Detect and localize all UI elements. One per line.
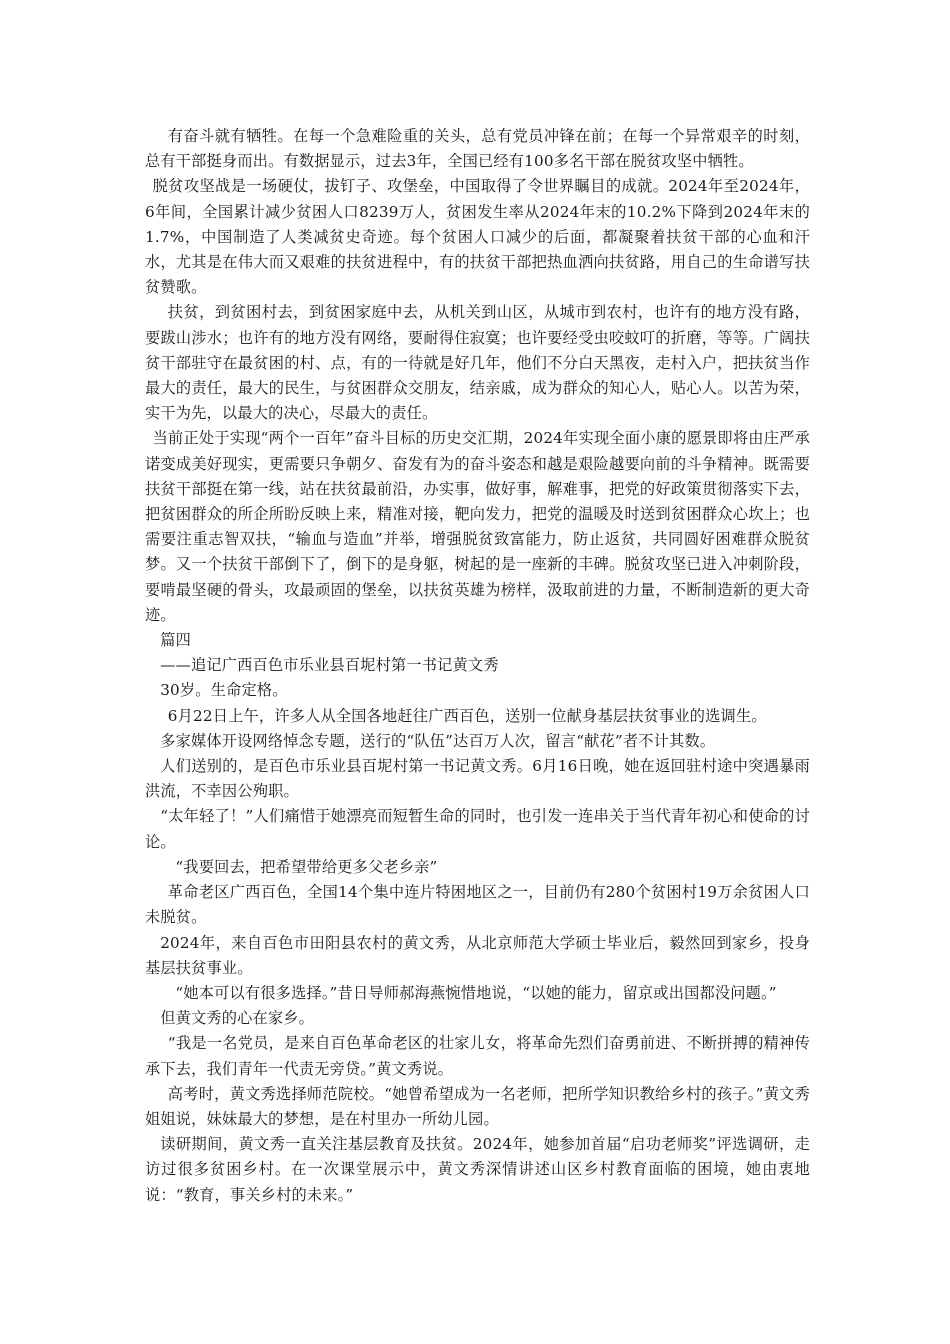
paragraph-media: 多家媒体开设网络悼念专题，送行的“队伍”达百万人次，留言“献花”者不计其数。 xyxy=(160,731,716,750)
paragraph-party-member: “我是一名党员，是来自百色革命老区的壮家儿女，将革命先烈们奋勇前进、不断拼搏的精神传承下去，我们青年一代责无旁贷。”黄文秀说。 xyxy=(145,1034,810,1078)
paragraph-age: 30岁。生命定格。 xyxy=(160,681,288,700)
subheading-return-home: “我要回去，把希望带给更多父老乡亲” xyxy=(175,857,438,876)
paragraph-too-young: “太年轻了！”人们痛惜于她漂亮而短暂生命的同时，也引发一连串关于当代青年初心和使命的讨论。 xyxy=(145,807,810,851)
paragraph-poverty-battle: 脱贫攻坚战是一场硬仗，拔钉子、攻堡垒，中国取得了令世界瞩目的成就。2024年至2024年，6年间，全国累计减少贫困人口8239万人，贫困发生率从2024年末的10.2%下降到2024年末的1.7%，中国制造了人类减贫史奇迹。每个贫困人口减少的后面，都凝聚着扶贫干部的心血和汗水，尤其是在伟大而又艰难的扶贫进程中，有的扶贫干部把热血洒向扶贫路，用自己的生命谱写扶贫赞歌。 xyxy=(145,177,810,297)
document-page xyxy=(145,124,810,1208)
paragraph-mentor-quote: “她本可以有很多选择。”昔日导师郝海燕惋惜地说，“以她的能力，留京或出国都没问题。” xyxy=(175,983,777,1002)
paragraph-huang-wenxiu: 人们送别的，是百色市乐业县百坭村第一书记黄文秀。6月16日晚，她在返回驻村途中突遇暴雨洪流，不幸因公殉职。 xyxy=(145,757,810,801)
section-heading: 篇四 xyxy=(160,631,191,650)
paragraph-sacrifice: 有奋斗就有牺牲。在每一个急难险重的关头，总有党员冲锋在前；在每一个异常艰辛的时刻，总有干部挺身而出。有数据显示，过去3年，全国已经有100多名干部在脱贫攻坚中牺牲。 xyxy=(145,127,810,171)
paragraph-graduation: 2024年，来自百色市田阳县农村的黄文秀，从北京师范大学硕士毕业后，毅然回到家乡，投身基层扶贫事业。 xyxy=(145,933,810,977)
paragraph-poverty-relief: 扶贫，到贫困村去，到贫困家庭中去，从机关到山区，从城市到农村，也许有的地方没有路，要跋山涉水；也许有的地方没有网络，要耐得住寂寞；也许要经受虫咬蚊叮的折磨，等等。广阔扶贫干部驻守在最贫困的村、点，有的一待就是好几年，他们不分白天黑夜，走村入户，把扶贫当作最大的责任，最大的民生，与贫困群众交朋友，结亲戚，成为群众的知心人，贴心人。以苦为荣，实干为先，以最大的决心，尽最大的责任。 xyxy=(145,303,810,423)
section-subtitle: ——追记广西百色市乐业县百坭村第一书记黄文秀 xyxy=(160,656,499,675)
paragraph-current-period: 当前正处于实现“两个一百年”奋斗目标的历史交汇期，2024年实现全面小康的愿景即将由庄严承诺变成美好现实，更需要只争朝夕、奋发有为的奋斗姿态和越是艰险越要向前的斗争精神。既需要扶贫干部挺在第一线，站在扶贫最前沿，办实事，做好事，解难事，把党的好政策贯彻落实下去，把贫困群众的所企所盼反映上来，精准对接，靶向发力，把党的温暖及时送到贫困群众心坎上；也需要注重志智双扶，“输血与造血”并举，增强脱贫致富能力，防止返贫，共同圆好困难群众脱贫梦。又一个扶贫干部倒下了，倒下的是身躯，树起的是一座新的丰碑。脱贫攻坚已进入冲刺阶段，要啃最坚硬的骨头，攻最顽固的堡垒，以扶贫英雄为榜样，汲取前进的力量，不断制造新的更大奇迹。 xyxy=(145,429,810,624)
paragraph-graduate-study: 读研期间，黄文秀一直关注基层教育及扶贫。2024年，她参加首届“启功老师奖”评选调研，走访过很多贫困乡村。在一次课堂展示中，黄文秀深情讲述山区乡村教育面临的困境，她由衷地说：“教育，事关乡村的未来。” xyxy=(145,1135,810,1204)
paragraph-college-entrance: 高考时，黄文秀选择师范院校。“她曾希望成为一名老师，把所学知识教给乡村的孩子。”黄文秀姐姐说，妹妹最大的梦想，是在村里办一所幼儿园。 xyxy=(145,1084,810,1128)
paragraph-baise: 革命老区广西百色，全国14个集中连片特困地区之一，目前仍有280个贫困村19万余贫困人口未脱贫。 xyxy=(145,883,810,927)
paragraph-heart-at-home: 但黄文秀的心在家乡。 xyxy=(160,1009,315,1028)
paragraph-farewell: 6月22日上午，许多人从全国各地赶往广西百色，送别一位献身基层扶贫事业的选调生。 xyxy=(167,706,767,725)
